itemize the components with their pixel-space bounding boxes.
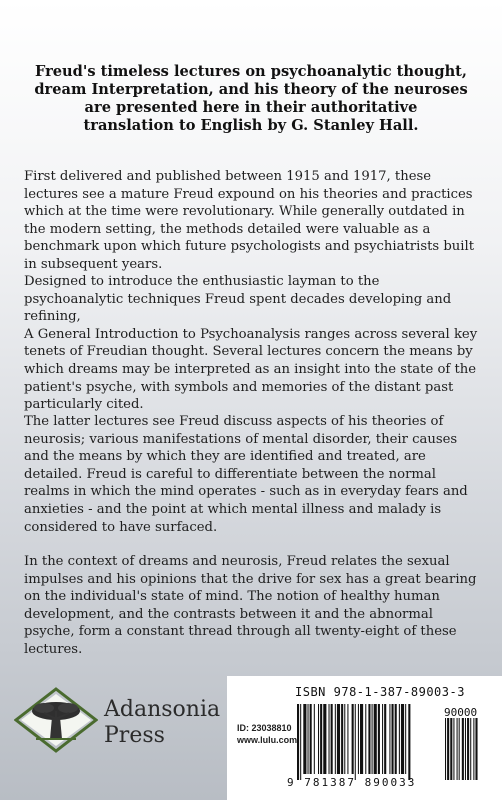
barcode-bar bbox=[347, 704, 348, 774]
headline-line: are presented here in their authoritative bbox=[84, 99, 418, 116]
lulu-site: www.lulu.com bbox=[237, 735, 298, 745]
baobab-tree-icon bbox=[14, 687, 98, 753]
barcode-bar bbox=[355, 704, 356, 780]
barcode-bar bbox=[329, 704, 330, 774]
barcode-bar bbox=[323, 704, 326, 774]
lulu-id: ID: 23038810 bbox=[237, 723, 292, 733]
barcode-bar bbox=[314, 704, 315, 774]
barcode-bar bbox=[389, 704, 390, 774]
blurb-paragraph-2-body: A General Introduction to Psychoanalysis ranges across several key tenets of Freudian thought. Several lectures concern the means by which dreams may be interpreted as an insight into the state of the patient's psyche, with symbols and memories of the distant past particularly cited. bbox=[24, 326, 478, 413]
barcode-bar bbox=[368, 704, 370, 774]
barcode-bar bbox=[365, 704, 366, 774]
ean-digits: 9 781387 890033 bbox=[287, 776, 417, 789]
barcode-bar bbox=[392, 704, 394, 774]
barcode-addon-bar bbox=[470, 718, 471, 780]
blurb-paragraph-2 bbox=[24, 273, 480, 414]
isbn-label: ISBN 978-1-387-89003-3 bbox=[295, 685, 465, 699]
headline-line: Freud's timeless lectures on psychoanalytic thought, bbox=[34, 63, 468, 80]
barcode-addon-bar bbox=[445, 718, 446, 780]
barcode-addon-bar bbox=[465, 718, 466, 780]
blurb-paragraph-2-intro: Designed to introduce the enthusiastic layman to the psychoanalytic techniques Freud spent decades developing and refining, bbox=[24, 274, 452, 325]
barcode-bar bbox=[303, 704, 306, 774]
barcode-addon-bar bbox=[475, 718, 477, 780]
blurb-paragraph-1: First delivered and published between 1915 and 1917, these lectures see a mature Freud expound on his theories and practices which at the time were revolutionary. While generally outdated in the modern setting, the methods detailed were valuable as a benchmark upon which future psychologists and psychiatrists built in subsequent years. bbox=[24, 169, 475, 272]
barcode-bar bbox=[374, 704, 377, 774]
barcode-bar bbox=[395, 704, 397, 774]
barcode-bar bbox=[310, 704, 312, 774]
barcode-addon-bar bbox=[457, 718, 458, 780]
barcode-addon-bar bbox=[453, 718, 454, 780]
barcode-bar bbox=[341, 704, 343, 774]
barcode-addon-bar bbox=[473, 718, 474, 780]
barcode-addon-bar bbox=[462, 718, 464, 780]
barcode-panel bbox=[227, 676, 502, 800]
barcode-bar bbox=[399, 704, 400, 774]
barcode-bar bbox=[408, 704, 410, 780]
barcode-bar bbox=[352, 704, 354, 774]
headline-line: dream Interpretation, and his theory of the neuroses bbox=[34, 81, 468, 98]
barcode-bar bbox=[318, 704, 319, 774]
back-cover-headline bbox=[24, 63, 478, 135]
barcode-bar bbox=[378, 704, 380, 774]
publisher-line-1: Adansonia bbox=[104, 697, 221, 722]
barcode-bar bbox=[382, 704, 383, 774]
barcode-bar bbox=[401, 704, 404, 774]
barcode-bar bbox=[300, 704, 301, 780]
publisher-line-2: Press bbox=[104, 723, 165, 748]
barcode-bar bbox=[308, 704, 309, 774]
blurb-paragraph-3: The latter lectures see Freud discuss aspects of his theories of neurosis; various manifestations of mental disorder, their causes and the means by which they are identified and treated, are detailed. Freud is careful to differentiate between the normal realms in which the mind operates - such as in everyday fears and anxieties - and the point at which mental illness and malady is considered to have surfaced. bbox=[24, 414, 468, 535]
barcode-bar bbox=[358, 704, 359, 774]
barcode-bar bbox=[344, 704, 345, 774]
barcode-bar bbox=[331, 704, 333, 774]
barcode-addon-bar bbox=[447, 718, 449, 780]
publisher-name bbox=[104, 697, 220, 749]
barcode-bar bbox=[297, 704, 299, 780]
barcode-bar bbox=[337, 704, 340, 774]
lulu-id-block bbox=[237, 722, 297, 746]
barcode-bar bbox=[320, 704, 322, 774]
price-code: 90000 bbox=[444, 706, 478, 719]
barcode-bar bbox=[335, 704, 336, 774]
barcode-bar bbox=[405, 704, 406, 774]
barcode-addon-bar bbox=[450, 718, 452, 780]
blurb-paragraph-4: In the context of dreams and neurosis, Freud relates the sexual impulses and his opinions that the drive for sex has a great bearing on the individual's state of mind. The notion of healthy human development, and the contrasts between it and the abnormal psyche, form a constant thread through all twenty-eight of these lectures. bbox=[24, 554, 477, 657]
headline-line: translation to English by G. Stanley Hall. bbox=[83, 117, 419, 134]
barcode-bar bbox=[360, 704, 363, 774]
barcode-bar bbox=[372, 704, 373, 774]
barcode-addon-bar bbox=[467, 718, 469, 780]
barcode-addon-bar bbox=[459, 718, 460, 780]
barcode-bar bbox=[384, 704, 386, 774]
